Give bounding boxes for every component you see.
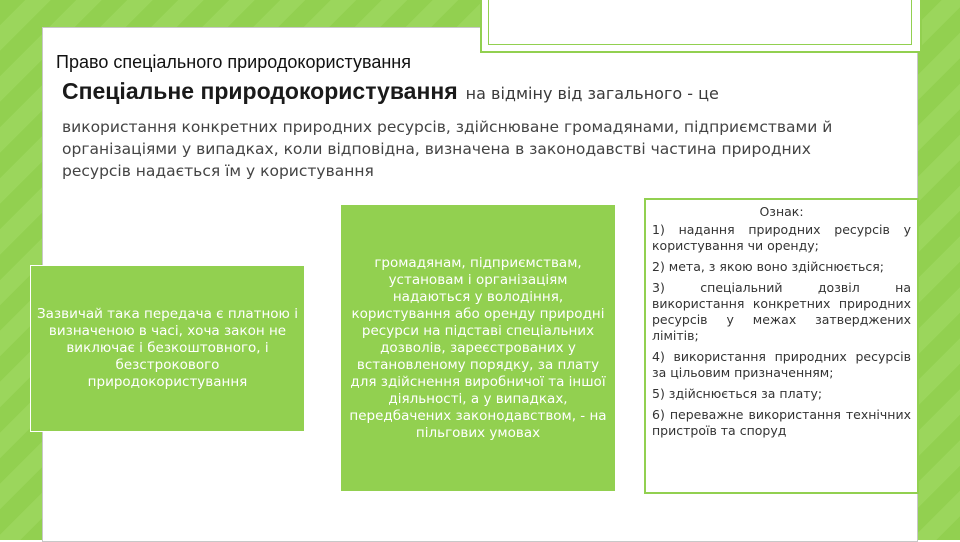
middle-green-box [340,204,616,492]
subtitle-line [62,78,719,105]
feature-item: 6) переважне використання технічних пристроїв та споруд [652,407,911,438]
feature-item: 5) здійснюється за плату; [652,386,823,401]
subtitle-bold: Спеціальне природокористування [62,78,458,104]
feature-item: 1) надання природних ресурсів у користування чи оренду; [652,222,911,253]
definition-text: використання конкретних природних ресурсів, здійснюване громадянами, підприємствами й організаціями у випадках, коли відповідна, визначена в законодавстві частина природних ресурсів надається їм у користування [62,118,833,180]
left-box-text: Зазвичай така передача є платною і визначеною в часі, хоча закон не виключає і безкоштовного, і безстрокового природокористування [37,306,298,390]
feature-item: 2) мета, з якою воно здійснюється; [652,259,885,274]
subtitle-rest: на відміну від загального - це [465,84,719,103]
left-green-box [30,265,305,432]
feature-item: 4) використання природних ресурсів за цільовим призначенням; [652,349,911,380]
feature-item: 3) спеціальний дозвіл на використання конкретних природних ресурсів у межах затверджених лімітів; [652,280,911,343]
middle-box-text: громадянам, підприємствам, установам і організаціям надаються у володіння, користування або оренду природні ресурси на підставі спеціальних дозволів, зареєстрованих у встановленому порядку, за плату для здійснення виробничої та іншої діяльності, а у випадках, передбачених законодавством, - на пільгових умовах [349,254,607,441]
features-box [644,198,919,494]
slide-title: Право спеціального природокористування [56,52,411,72]
top-decorative-frame-inner [488,0,912,45]
features-heading: Ознак: [759,204,804,219]
